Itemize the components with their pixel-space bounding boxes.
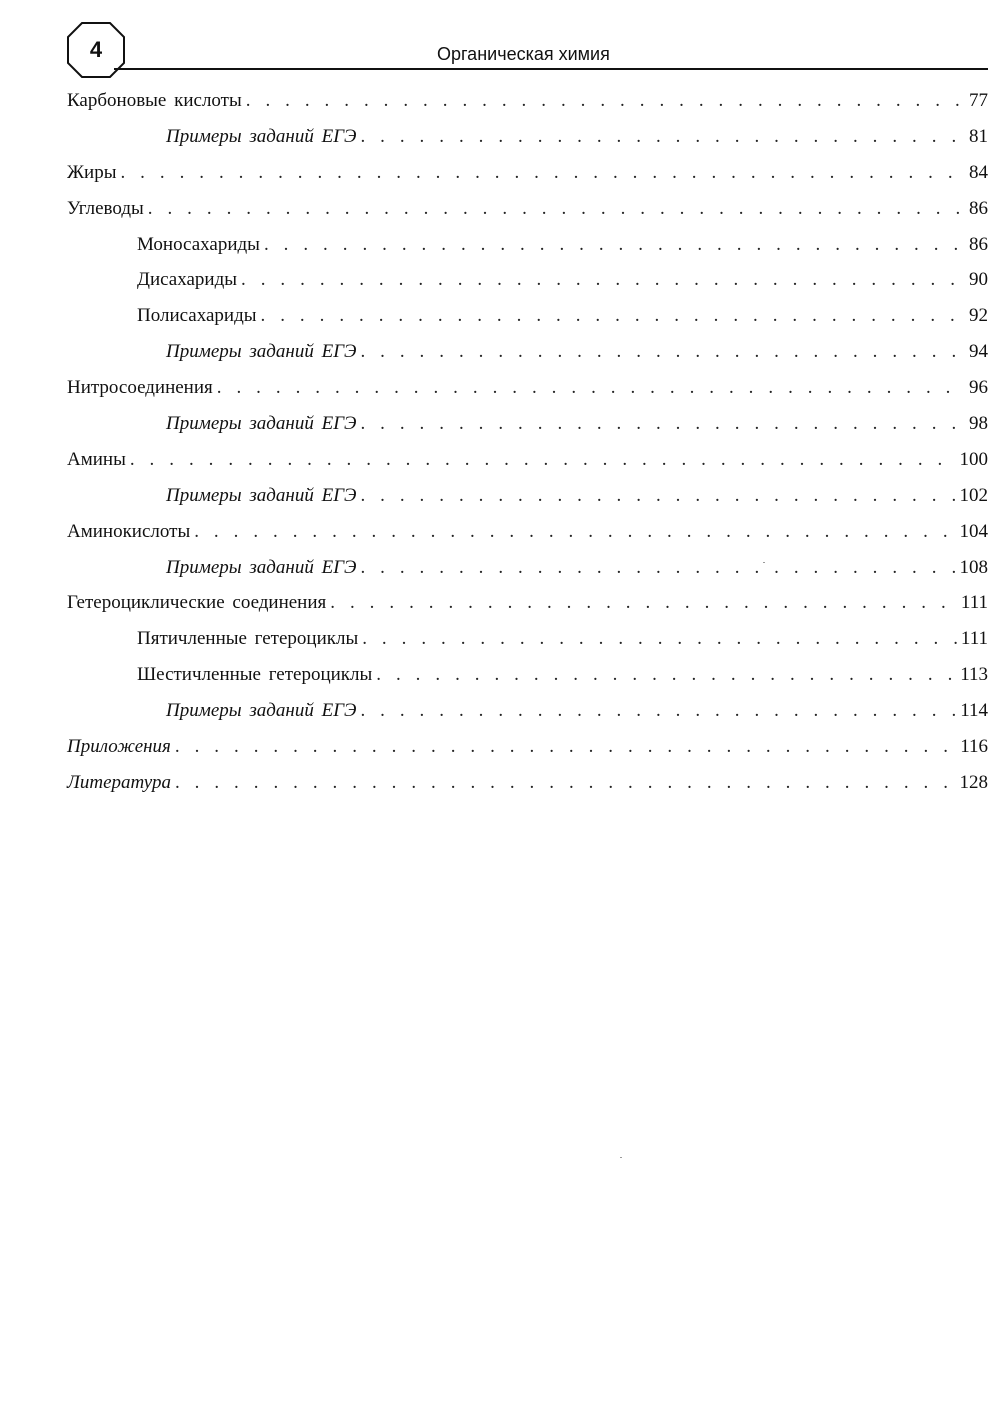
toc-entry-title: Нитросоединения (67, 377, 213, 399)
toc-entry-page: 111 (960, 628, 988, 650)
toc-entry[interactable] (67, 557, 988, 593)
toc-entry-page: 113 (960, 664, 988, 686)
toc-entry[interactable] (67, 449, 988, 485)
toc-entry-title: Дисахариды (137, 269, 238, 291)
toc-dot-leader (362, 628, 958, 650)
toc-entry[interactable] (67, 485, 988, 521)
scan-speck (763, 562, 765, 563)
toc-entry[interactable] (67, 377, 988, 413)
toc-entry-page: 86 (969, 233, 988, 255)
toc-entry-title: Примеры заданий ЕГЭ (166, 556, 357, 578)
toc-entry-page: 98 (969, 413, 988, 435)
toc-entry-page: 100 (959, 448, 988, 470)
toc-entry-page: 92 (969, 305, 988, 327)
toc-dot-leader (360, 413, 966, 435)
toc-dot-leader (376, 664, 957, 686)
toc-entry[interactable] (67, 521, 988, 557)
toc-entry-page: 86 (969, 197, 988, 219)
toc-entry-title: Амины (67, 448, 126, 470)
toc-entry[interactable] (67, 700, 988, 736)
toc-entry-title: Приложения (67, 736, 171, 758)
toc-dot-leader (261, 305, 966, 327)
toc-entry[interactable] (67, 90, 988, 126)
running-title: Органическая химия (437, 44, 610, 64)
toc-dot-leader (148, 198, 966, 220)
toc-entry-title: Шестичленные гетероциклы (137, 664, 373, 686)
toc-entry-title: Пятичленные гетероциклы (137, 628, 359, 650)
toc-dot-leader (246, 90, 966, 112)
toc-entry[interactable] (67, 269, 988, 305)
toc-entry-title: Примеры заданий ЕГЭ (166, 125, 357, 147)
toc-entry-page: 84 (969, 161, 988, 183)
toc-entry[interactable] (67, 341, 988, 377)
toc-entry[interactable] (67, 162, 988, 198)
toc-dot-leader (330, 592, 958, 614)
toc-dot-leader (360, 341, 966, 363)
toc-entry-page: 90 (969, 269, 988, 291)
toc-dot-leader (360, 700, 957, 722)
toc-entry-page: 94 (969, 341, 988, 363)
toc-dot-leader (360, 557, 956, 579)
page-header (0, 0, 1000, 80)
page-number: 4 (89, 37, 103, 62)
toc-entry-page: 96 (969, 377, 988, 399)
toc-entry-page: 116 (960, 736, 988, 758)
toc-entry[interactable] (67, 198, 988, 234)
toc-entry-title: Примеры заданий ЕГЭ (166, 413, 357, 435)
toc-dot-leader (360, 126, 966, 148)
toc-entry-page: 102 (959, 484, 988, 506)
toc-dot-leader (120, 162, 966, 184)
toc-entry-page: 81 (969, 125, 988, 147)
toc-entry-title: Примеры заданий ЕГЭ (166, 700, 357, 722)
toc-dot-leader (175, 772, 957, 794)
toc-entry-title: Гетероциклические соединения (67, 592, 327, 614)
scan-speck (620, 1157, 622, 1158)
toc-dot-leader (264, 234, 966, 256)
toc-dot-leader (194, 521, 956, 543)
toc-entry-title: Жиры (67, 161, 117, 183)
toc-entry-title: Аминокислоты (67, 520, 191, 542)
toc-entry-title: Полисахариды (137, 305, 257, 327)
toc-entry[interactable] (67, 234, 988, 270)
toc-entry-title: Литература (67, 771, 171, 793)
header-rule (114, 68, 988, 70)
toc-dot-leader (175, 736, 957, 758)
toc-dot-leader (241, 269, 966, 291)
toc-entry[interactable] (67, 126, 988, 162)
toc-entry-title: Моносахариды (137, 233, 260, 255)
toc-entry-page: 108 (959, 556, 988, 578)
toc-entry[interactable] (67, 413, 988, 449)
toc-entry[interactable] (67, 736, 988, 772)
toc-dot-leader (360, 485, 956, 507)
table-of-contents (67, 90, 988, 808)
toc-entry[interactable] (67, 664, 988, 700)
toc-dot-leader (217, 377, 966, 399)
toc-entry-page: 114 (960, 700, 988, 722)
toc-entry[interactable] (67, 592, 988, 628)
toc-entry-title: Примеры заданий ЕГЭ (166, 484, 357, 506)
toc-entry-title: Карбоновые кислоты (67, 90, 242, 111)
toc-entry-title: Углеводы (67, 197, 144, 219)
toc-entry[interactable] (67, 628, 988, 664)
toc-entry-page: 104 (959, 520, 988, 542)
toc-entry-page: 77 (969, 90, 988, 111)
toc-entry-page: 111 (960, 592, 988, 614)
toc-entry[interactable] (67, 305, 988, 341)
toc-entry[interactable] (67, 772, 988, 808)
toc-dot-leader (130, 449, 957, 471)
toc-entry-title: Примеры заданий ЕГЭ (166, 341, 357, 363)
toc-entry-page: 128 (959, 771, 988, 793)
